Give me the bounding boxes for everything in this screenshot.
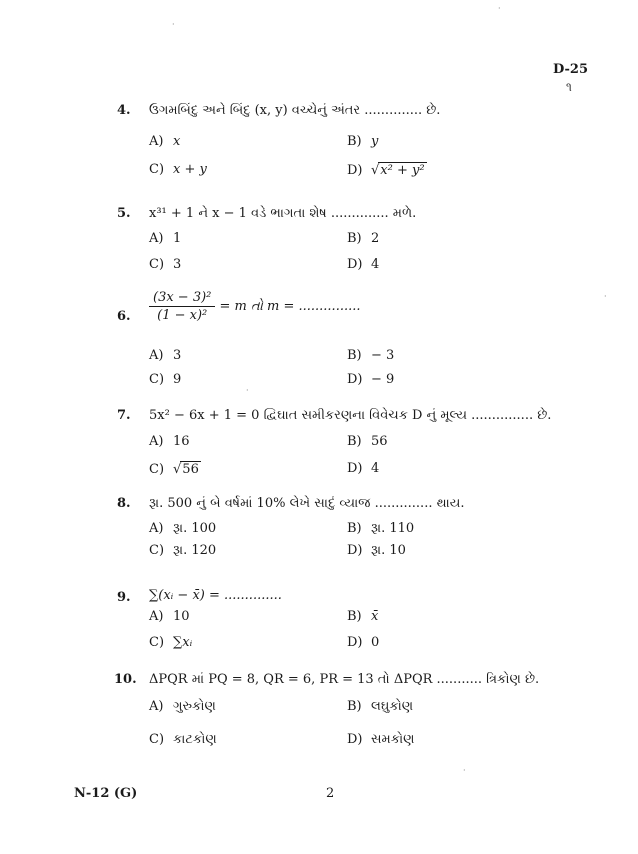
- option-value: ∑xᵢ: [173, 635, 193, 650]
- option-label: B): [347, 699, 362, 714]
- option-c[interactable]: [149, 372, 181, 387]
- option-label: A): [149, 134, 164, 149]
- option-value: 16: [173, 434, 190, 449]
- option-label: D): [347, 461, 363, 476]
- option-c[interactable]: [149, 543, 216, 558]
- option-value: 10: [173, 609, 190, 624]
- option-d[interactable]: [347, 543, 406, 558]
- option-c[interactable]: [149, 732, 217, 747]
- option-value: 0: [371, 635, 380, 650]
- option-value: 2: [371, 231, 380, 246]
- option-label: D): [347, 732, 363, 747]
- option-label: D): [347, 372, 363, 387]
- option-b[interactable]: [347, 348, 394, 363]
- option-d[interactable]: [347, 372, 394, 387]
- option-value: 4: [371, 461, 380, 476]
- option-c[interactable]: [149, 635, 192, 650]
- option-a[interactable]: [149, 231, 181, 246]
- option-value: x̄: [371, 609, 379, 624]
- question-text: [149, 290, 361, 323]
- option-value: રૂા. 100: [173, 521, 217, 536]
- question-text: રૂા. 500 નું બે વર્ષમાં 10% લેખે સાદું વ્યાજ .............. થાય.: [149, 496, 465, 511]
- scan-speck: ·: [246, 386, 249, 395]
- option-label: C): [149, 543, 165, 558]
- option-value: 1: [173, 231, 182, 246]
- option-label: C): [149, 462, 165, 477]
- option-value: રૂા. 110: [371, 521, 415, 536]
- option-label: C): [149, 635, 165, 650]
- option-label: B): [347, 609, 362, 624]
- option-label: A): [149, 699, 164, 714]
- paper-code: D-25: [553, 62, 589, 77]
- option-b[interactable]: [347, 434, 388, 449]
- fraction-numerator: (3x − 3)²: [149, 290, 215, 307]
- option-a[interactable]: [149, 699, 216, 714]
- option-value: x: [173, 134, 181, 149]
- option-d[interactable]: [347, 732, 414, 747]
- option-value: ગુરુકોણ: [173, 699, 216, 714]
- option-label: B): [347, 434, 362, 449]
- option-label: C): [149, 732, 165, 747]
- option-label: A): [149, 609, 164, 624]
- option-b[interactable]: [347, 134, 378, 149]
- question-number: 8.: [117, 496, 131, 511]
- question-text: ઉગમબિંદુ અને બિંદુ (x, y) વચ્ચેનું અંતર .............. છે.: [149, 103, 441, 118]
- question-text: x³¹ + 1 ને x − 1 વડે ભાગતા શેષ .............. મળે.: [149, 206, 417, 221]
- option-value: સમકોણ: [371, 732, 415, 747]
- question-number: 4.: [117, 103, 131, 118]
- question-number: 9.: [117, 590, 131, 605]
- option-value: − 9: [371, 372, 395, 387]
- option-b[interactable]: [347, 609, 378, 624]
- corner-mark: ૧: [566, 80, 572, 94]
- option-c[interactable]: [149, 461, 201, 477]
- option-value: x² + y²: [380, 163, 425, 178]
- scan-speck: ·: [498, 4, 501, 13]
- option-label: D): [347, 543, 363, 558]
- option-value: રૂા. 120: [173, 543, 217, 558]
- question-text: 5x² − 6x + 1 = 0 દ્વિઘાત સમીકરણના વિવેચક D નું મૂલ્ય ............... છે.: [149, 408, 552, 423]
- scan-speck: ·: [604, 292, 607, 301]
- question-text-rest: = m તો m = ...............: [219, 299, 361, 314]
- option-label: A): [149, 348, 164, 363]
- scan-speck: ·: [463, 766, 466, 775]
- option-value: 56: [182, 462, 199, 477]
- option-label: B): [347, 134, 362, 149]
- sqrt-sign: √: [371, 163, 380, 178]
- option-value: 4: [371, 257, 380, 272]
- option-value: 3: [173, 348, 182, 363]
- option-a[interactable]: [149, 434, 190, 449]
- option-label: C): [149, 372, 165, 387]
- option-a[interactable]: [149, 609, 190, 624]
- footer-code: N-12 (G): [74, 786, 138, 801]
- option-value: 3: [173, 257, 182, 272]
- option-label: B): [347, 521, 362, 536]
- question-number: 5.: [117, 206, 131, 221]
- option-label: B): [347, 231, 362, 246]
- option-label: A): [149, 521, 164, 536]
- option-c[interactable]: [149, 162, 207, 177]
- fraction: [149, 290, 215, 323]
- option-value: કાટકોણ: [173, 732, 217, 747]
- option-label: A): [149, 231, 164, 246]
- page-number: 2: [326, 786, 335, 801]
- option-label: A): [149, 434, 164, 449]
- option-b[interactable]: [347, 699, 413, 714]
- question-text: ΔPQR માં PQ = 8, QR = 6, PR = 13 તો ΔPQR ........... ત્રિકોણ છે.: [149, 672, 540, 687]
- option-value: − 3: [371, 348, 395, 363]
- question-number: 10.: [114, 672, 137, 687]
- option-b[interactable]: [347, 231, 379, 246]
- question-number: 6.: [117, 309, 131, 324]
- option-d[interactable]: [347, 461, 379, 476]
- option-d[interactable]: [347, 257, 379, 272]
- option-value: 9: [173, 372, 182, 387]
- option-a[interactable]: [149, 348, 181, 363]
- option-d[interactable]: [347, 162, 427, 178]
- option-c[interactable]: [149, 257, 181, 272]
- option-label: C): [149, 257, 165, 272]
- option-b[interactable]: [347, 521, 414, 536]
- option-label: D): [347, 635, 363, 650]
- sqrt-sign: √: [173, 462, 182, 477]
- option-a[interactable]: [149, 521, 216, 536]
- option-value: રૂા. 10: [371, 543, 406, 558]
- option-label: D): [347, 257, 363, 272]
- question-text: ∑(xᵢ − x̄) = ..............: [149, 588, 282, 603]
- option-value: x + y: [173, 162, 207, 177]
- option-label: D): [347, 163, 363, 178]
- scan-speck: ·: [172, 20, 175, 29]
- option-a[interactable]: [149, 134, 180, 149]
- option-d[interactable]: [347, 635, 379, 650]
- option-label: C): [149, 162, 165, 177]
- option-label: B): [347, 348, 362, 363]
- option-value: 56: [371, 434, 388, 449]
- option-value: લઘુકોણ: [371, 699, 414, 714]
- option-value: y: [371, 134, 379, 149]
- question-number: 7.: [117, 408, 131, 423]
- fraction-denominator: (1 − x)²: [157, 308, 208, 323]
